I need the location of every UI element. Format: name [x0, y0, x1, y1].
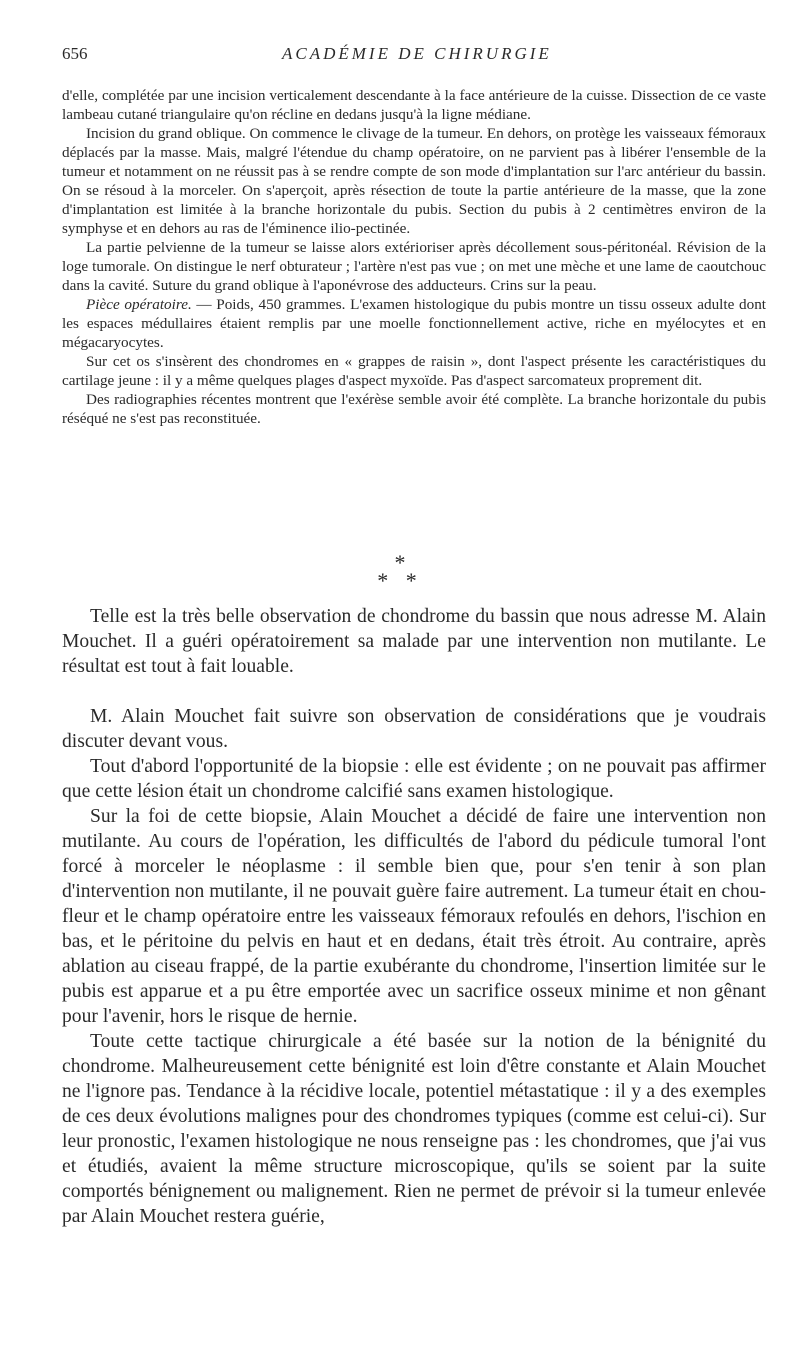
section-separator	[0, 550, 800, 593]
commentary-paragraph	[62, 1029, 766, 1229]
commentary-paragraph	[62, 754, 766, 804]
commentary-paragraph	[62, 604, 766, 679]
case-report-paragraph	[62, 124, 766, 238]
paragraph-lead: Pièce opératoire.	[86, 296, 192, 313]
case-report-paragraph	[62, 238, 766, 295]
case-report-paragraph	[62, 390, 766, 428]
paragraph-text: — Poids, 450 grammes. L'examen histologique du pubis montre un tissu osseux adulte dont les espaces médullaires étaient remplis par une moelle fonctionnellement active, riche en myélocytes et en mégacaryocytes.	[62, 296, 767, 351]
paragraph-text: La partie pelvienne de la tumeur se laisse alors extérioriser après décollement sous-péritonéal. Révision de la loge tumorale. On distingue le nerf obturateur ; l'artère n'est pas vue ; on met une mèche et une lame de caoutchouc dans la cavité. Suture du grand oblique à l'aponévrose des adducteurs. Crins sur la peau.	[62, 239, 766, 294]
paragraph-text: Incision du grand oblique. On commence le clivage de la tumeur. En dehors, on protège les vaisseaux fémoraux déplacés par la masse. Mais, malgré l'étendue du champ opératoire, on ne parvient pas à libérer l'ensemble de la tumeur et notamment on ne réussit pas à se rendre compte de son mode d'implantation sur l'arc antérieur du bassin. On se résoud à la morceler. On s'aperçoit, après résection de toute la partie antérieure de la masse, que la zone d'implantation est limitée à la branche horizontale du pubis. Section du pubis à 2 centimètres environ de la symphyse et en dehors au ras de l'éminence ilio-pectinée.	[62, 125, 766, 237]
journal-title: ACADÉMIE DE CHIRURGIE	[282, 44, 552, 63]
commentary-paragraph	[62, 804, 766, 1029]
case-report-section	[62, 86, 766, 428]
paragraph-text: Tout d'abord l'opportunité de la biopsie : elle est évidente ; on ne pouvait pas affirmer que cette lésion était un chondrome calcifié sans examen histologique.	[62, 756, 766, 802]
case-report-paragraph	[62, 86, 766, 124]
running-head	[62, 44, 774, 68]
commentary-section	[62, 604, 766, 1229]
paragraph-text: d'elle, complétée par une incision verticalement descendante à la face antérieure de la cuisse. Dissection de ce vaste lambeau cutané triangulaire qu'on récline en dedans jusqu'à la ligne médiane.	[62, 87, 766, 123]
paragraph-text: Toute cette tactique chirurgicale a été basée sur la notion de la bénignité du chondrome. Malheureusement cette bénignité est loin d'être constante et Alain Mouchet ne l'ignore pas. Tendance à la récidive locale, potentiel métastatique : il y a des exemples de ces deux évolutions malignes pour des chondromes typiques (comme est celui-ci). Sur leur pronostic, l'examen histologique ne nous renseigne pas : les chondromes, que j'ai vus et étudiés, avaient la même structure microscopique, qu'ils se soient par la suite comportés bénignement ou malignement. Rien ne permet de prévoir si la tumeur enlevée par Alain Mouchet restera guérie,	[62, 1031, 766, 1227]
separator-bottom: * *	[377, 568, 423, 593]
paragraph-text: Sur la foi de cette biopsie, Alain Mouchet a décidé de faire une intervention non mutilante. Au cours de l'opération, les difficultés de l'abord du pédicule tumoral l'ont forcé à morceler le néoplasme : il semble bien que, pour s'en tenir à son plan d'intervention non mutilante, il ne pouvait guère faire autrement. La tumeur était en chou-fleur et le champ opératoire entre les vaisseaux fémoraux refoulés en dehors, l'ischion en bas, et le péritoine du pelvis en haut et en dedans, était très étroit. Au contraire, après ablation au ciseau frappé, de la partie exubérante du chondrome, l'insertion limitée sur le pubis est apparue et a pu être emportée avec un sacrifice osseux minime et non gênant pour l'avenir, hors le risque de hernie.	[62, 806, 766, 1027]
page-number: 656	[62, 44, 88, 63]
commentary-paragraph	[62, 704, 766, 754]
separator-top: *	[394, 550, 406, 575]
paragraph-text: Telle est la très belle observation de chondrome du bassin que nous adresse M. Alain Mouchet. Il a guéri opératoirement sa malade par une intervention non mutilante. Le résultat est tout à fait louable.	[62, 606, 766, 677]
paragraph-text: Des radiographies récentes montrent que l'exérèse semble avoir été complète. La branche horizontale du pubis réséqué ne s'est pas reconstituée.	[62, 391, 766, 427]
case-report-paragraph	[62, 295, 766, 352]
case-report-paragraph	[62, 352, 766, 390]
paragraph-text: M. Alain Mouchet fait suivre son observation de considérations que je voudrais discuter devant vous.	[62, 706, 766, 752]
paragraph-text: Sur cet os s'insèrent des chondromes en « grappes de raisin », dont l'aspect présente les caractéristiques du cartilage jeune : il y a même quelques plages d'aspect myxoïde. Pas d'aspect sarcomateux proprement dit.	[62, 353, 766, 389]
